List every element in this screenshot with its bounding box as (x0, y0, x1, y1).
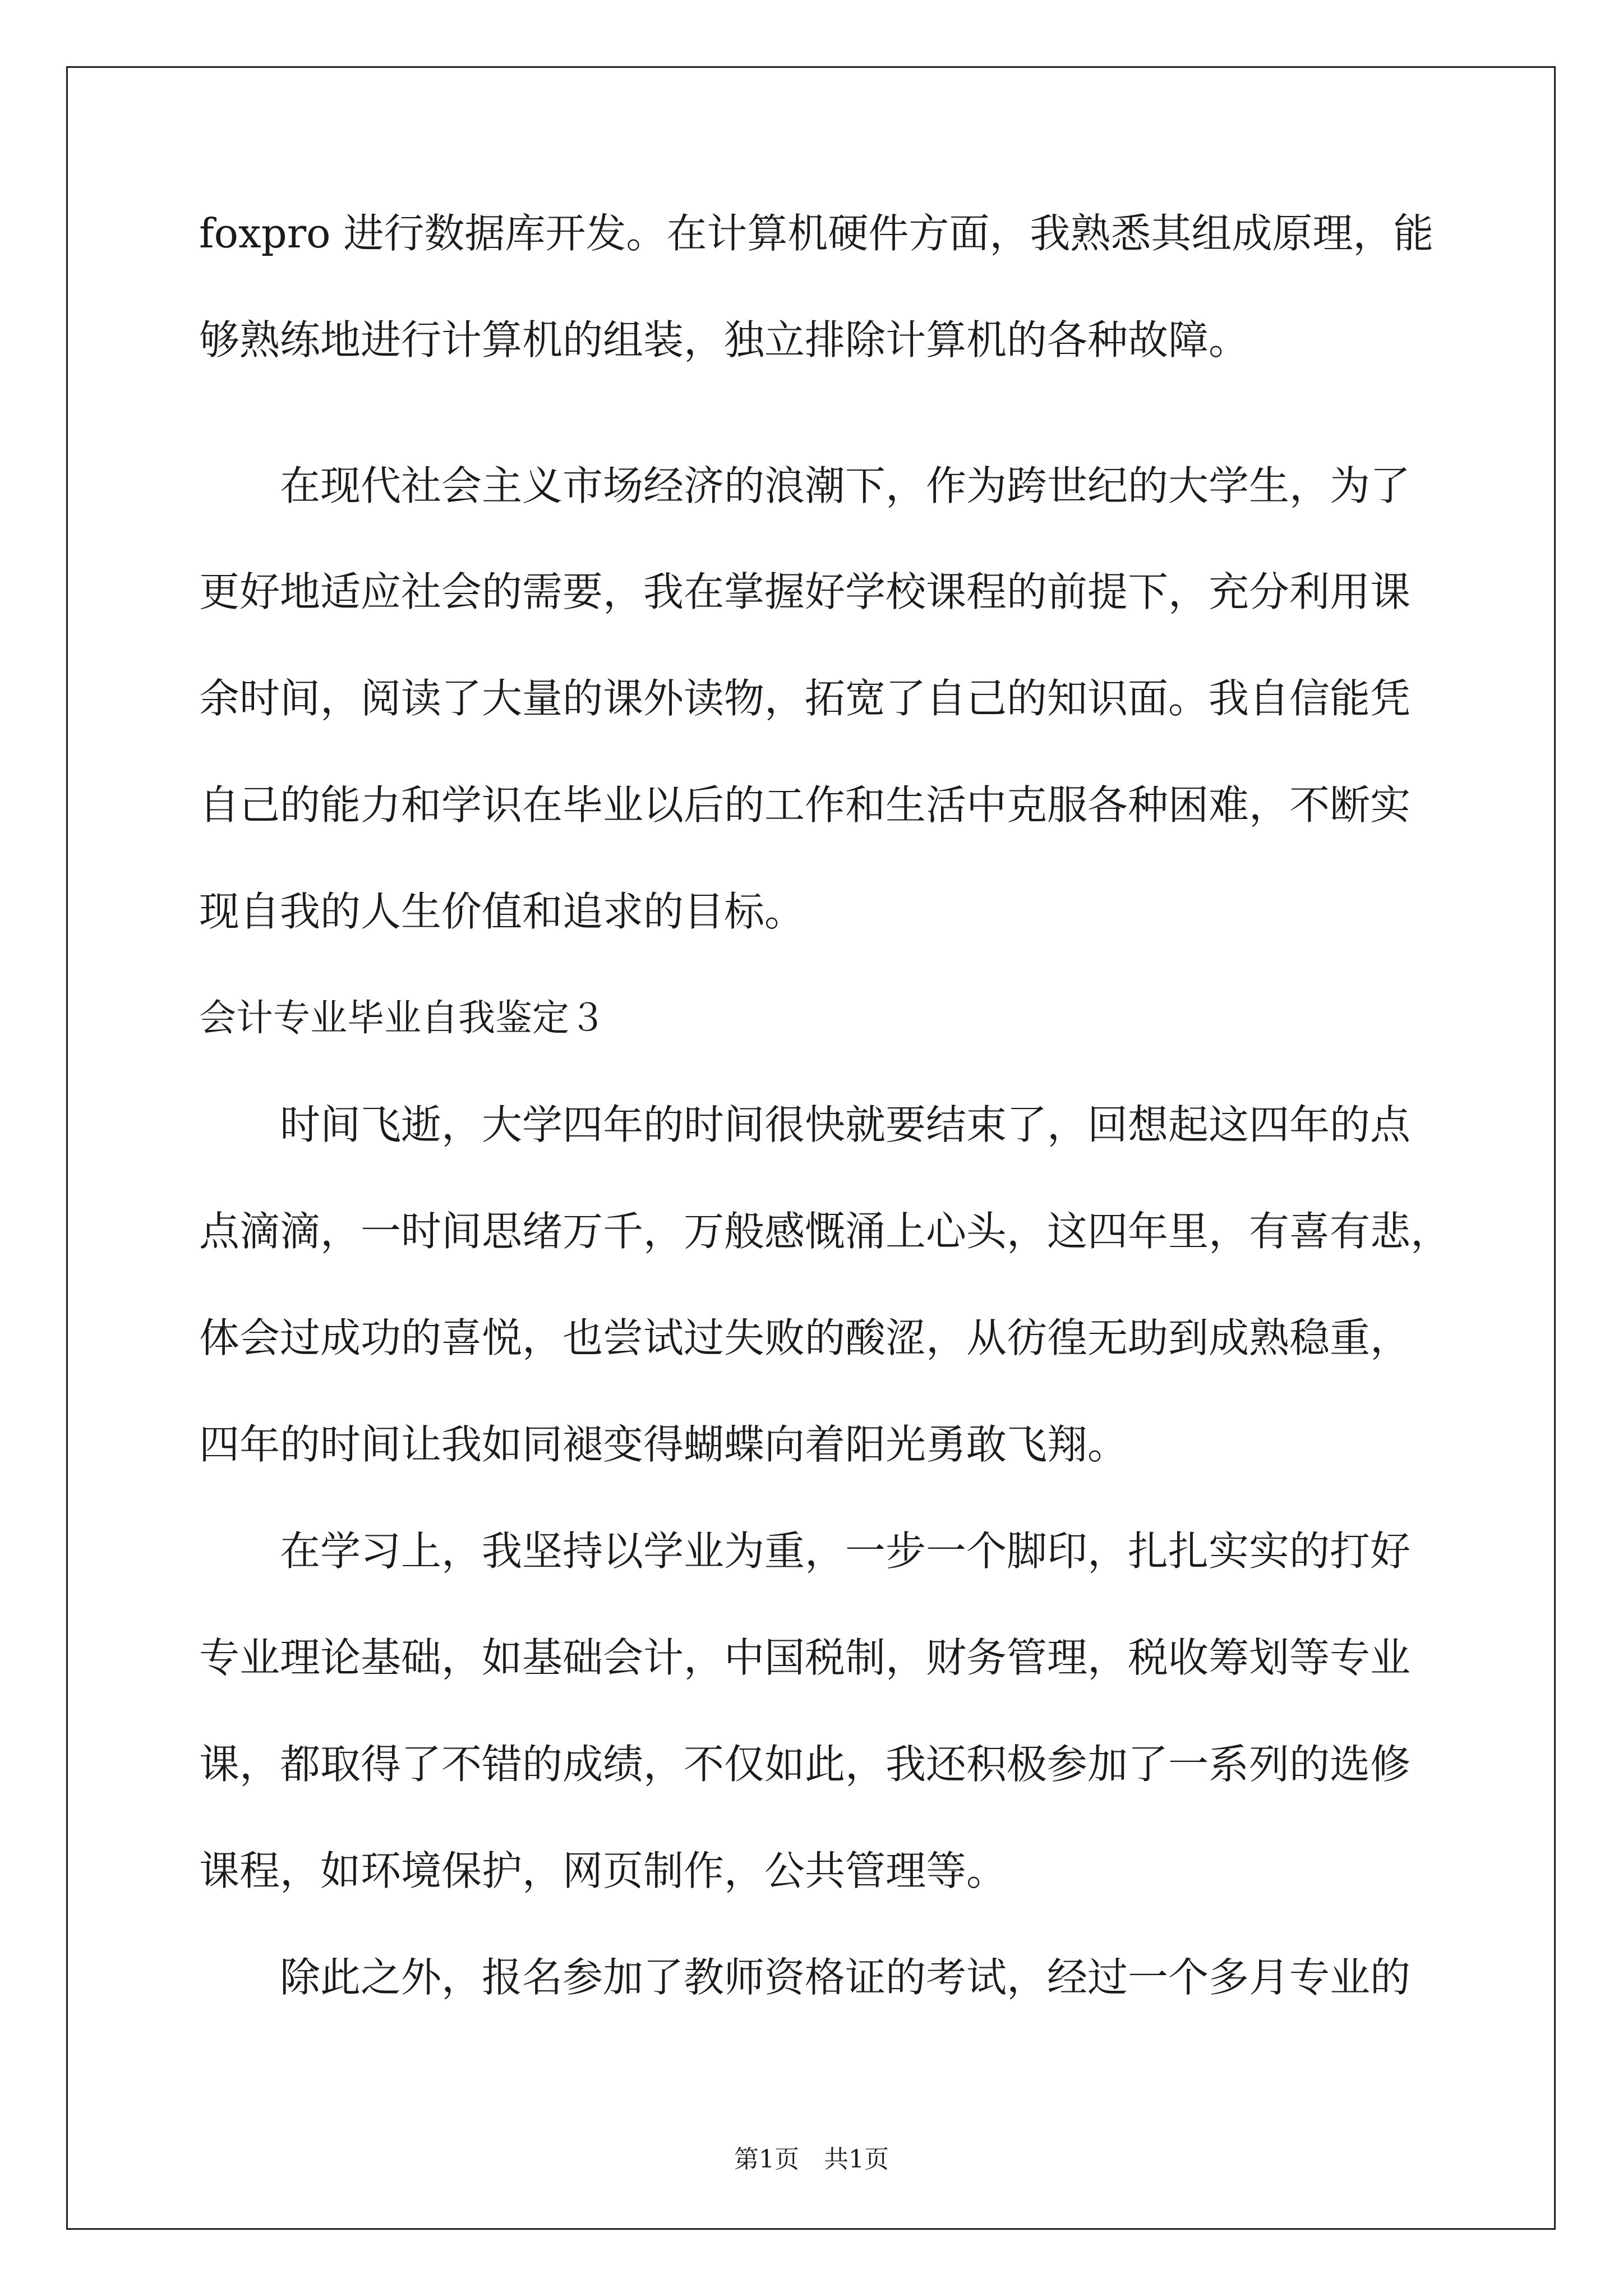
section-heading: 会计专业毕业自我鉴定３ (199, 996, 606, 1039)
page-footer (0, 2147, 1623, 2172)
section-paragraph-1-line-3: 体会过成功的喜悦，也尝试过失败的酸涩，从彷徨无助到成熟稳重， (199, 1314, 1411, 1361)
document-body (199, 210, 1451, 2001)
paragraph-2-line-5: 现自我的人生价值和追求的目标。 (199, 888, 805, 935)
section-paragraph-1-line-2: 点滴滴，一时间思绪万千，万般感慨涌上心头，这四年里，有喜有悲， (199, 1208, 1451, 1255)
paragraph-2-line-2: 更好地适应社会的需要，我在掌握好学校课程的前提下，充分利用课 (199, 568, 1411, 615)
section-paragraph-2-line-3: 课，都取得了不错的成绩，不仅如此，我还积极参加了一系列的选修 (199, 1741, 1411, 1788)
page-number: 第1页 (734, 2145, 799, 2174)
paragraph-2-line-1: 在现代社会主义市场经济的浪潮下，作为跨世纪的大学生，为了 (280, 462, 1411, 509)
paragraph-1-line-1: foxpro 进行数据库开发。在计算机硬件方面，我熟悉其组成原理，能 (199, 210, 1434, 257)
paragraph-2-line-3: 余时间，阅读了大量的课外读物，拓宽了自己的知识面。我自信能凭 (199, 675, 1411, 722)
paragraph-2-line-4: 自己的能力和学识在毕业以后的工作和生活中克服各种困难，不断实 (199, 781, 1411, 829)
page-total: 共1页 (824, 2145, 889, 2174)
section-paragraph-1-line-4: 四年的时间让我如同褪变得蝴蝶向着阳光勇敢飞翔。 (199, 1421, 1128, 1468)
section-paragraph-2-line-4: 课程，如环境保护，网页制作，公共管理等。 (199, 1847, 1007, 1894)
section-paragraph-1-line-1: 时间飞逝，大学四年的时间很快就要结束了，回想起这四年的点 (280, 1101, 1411, 1148)
paragraph-1-line-2: 够熟练地进行计算机的组装，独立排除计算机的各种故障。 (199, 316, 1249, 364)
section-paragraph-3-line-1: 除此之外，报名参加了教师资格证的考试，经过一个多月专业的 (280, 1954, 1411, 2001)
section-paragraph-2-line-1: 在学习上，我坚持以学业为重，一步一个脚印，扎扎实实的打好 (280, 1527, 1411, 1575)
section-paragraph-2-line-2: 专业理论基础，如基础会计，中国税制，财务管理，税收筹划等专业 (199, 1634, 1411, 1681)
